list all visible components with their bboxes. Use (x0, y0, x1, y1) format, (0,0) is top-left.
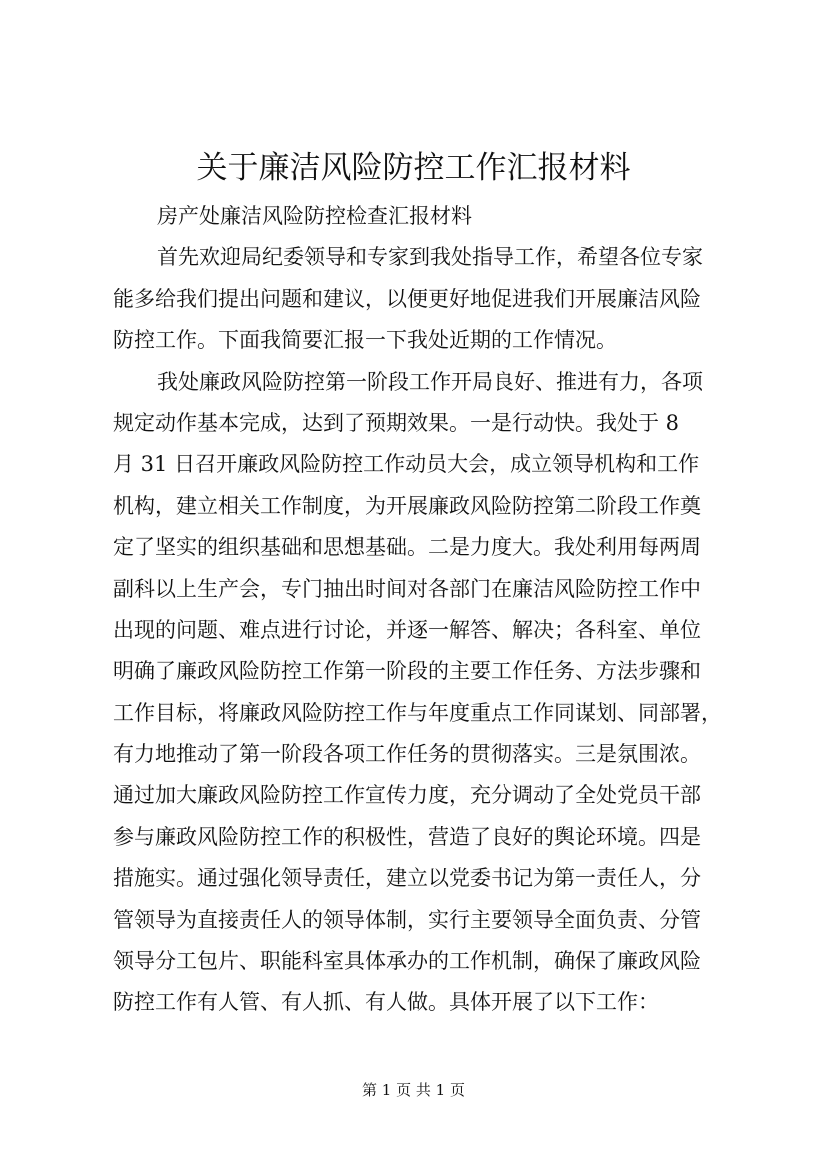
paragraph-line: 防控工作有人管、有人抓、有人做。具体开展了以下工作： (113, 990, 659, 1015)
paragraph-line: 能多给我们提出问题和建议，以便更好地促进我们开展廉洁风险 (113, 286, 701, 311)
paragraph-line: 我处廉政风险防控第一阶段工作开局良好、推进有力，各项 (157, 369, 703, 394)
paragraph-line: 参与廉政风险防控工作的积极性，营造了良好的舆论环境。四是 (113, 824, 701, 849)
paragraph-line: 有力地推动了第一阶段各项工作任务的贯彻落实。三是氛围浓。 (113, 742, 701, 767)
document-title: 关于廉洁风险防控工作汇报材料 (196, 150, 631, 186)
paragraph-line: 出现的问题、难点进行讨论，并逐一解答、解决；各科室、单位 (113, 617, 701, 642)
paragraph-line: 首先欢迎局纪委领导和专家到我处指导工作，希望各位专家 (157, 245, 703, 270)
paragraph-line: 机构，建立相关工作制度，为开展廉政风险防控第二阶段工作奠 (113, 493, 701, 518)
paragraph-line: 明确了廉政风险防控工作第一阶段的主要工作任务、方法步骤和 (113, 659, 701, 684)
paragraph-line: 规定动作基本完成，达到了预期效果。一是行动快。我处于 8 (113, 410, 680, 435)
page-footer: 第 1 页 共 1 页 (362, 1081, 465, 1099)
document-body (113, 196, 723, 1024)
paragraph-line: 通过加大廉政风险防控工作宣传力度，充分调动了全处党员干部 (113, 783, 701, 808)
paragraph-line: 措施实。通过强化领导责任，建立以党委书记为第一责任人，分 (113, 866, 701, 891)
paragraph-line: 定了坚实的组织基础和思想基础。二是力度大。我处利用每两周 (113, 535, 701, 560)
paragraph-line: 月 31 日召开廉政风险防控工作动员大会，成立领导机构和工作 (113, 452, 700, 477)
paragraph-line: 防控工作。下面我简要汇报一下我处近期的工作情况。 (113, 328, 617, 353)
paragraph-line: 管领导为直接责任人的领导体制，实行主要领导全面负责、分管 (113, 907, 701, 932)
paragraph-line: 领导分工包片、职能科室具体承办的工作机制，确保了廉政风险 (113, 949, 701, 974)
subtitle-line: 房产处廉洁风险防控检查汇报材料 (157, 204, 472, 228)
paragraph-line: 工作目标，将廉政风险防控工作与年度重点工作同谋划、同部署， (113, 700, 722, 725)
paragraph-line: 副科以上生产会，专门抽出时间对各部门在廉洁风险防控工作中 (113, 576, 701, 601)
